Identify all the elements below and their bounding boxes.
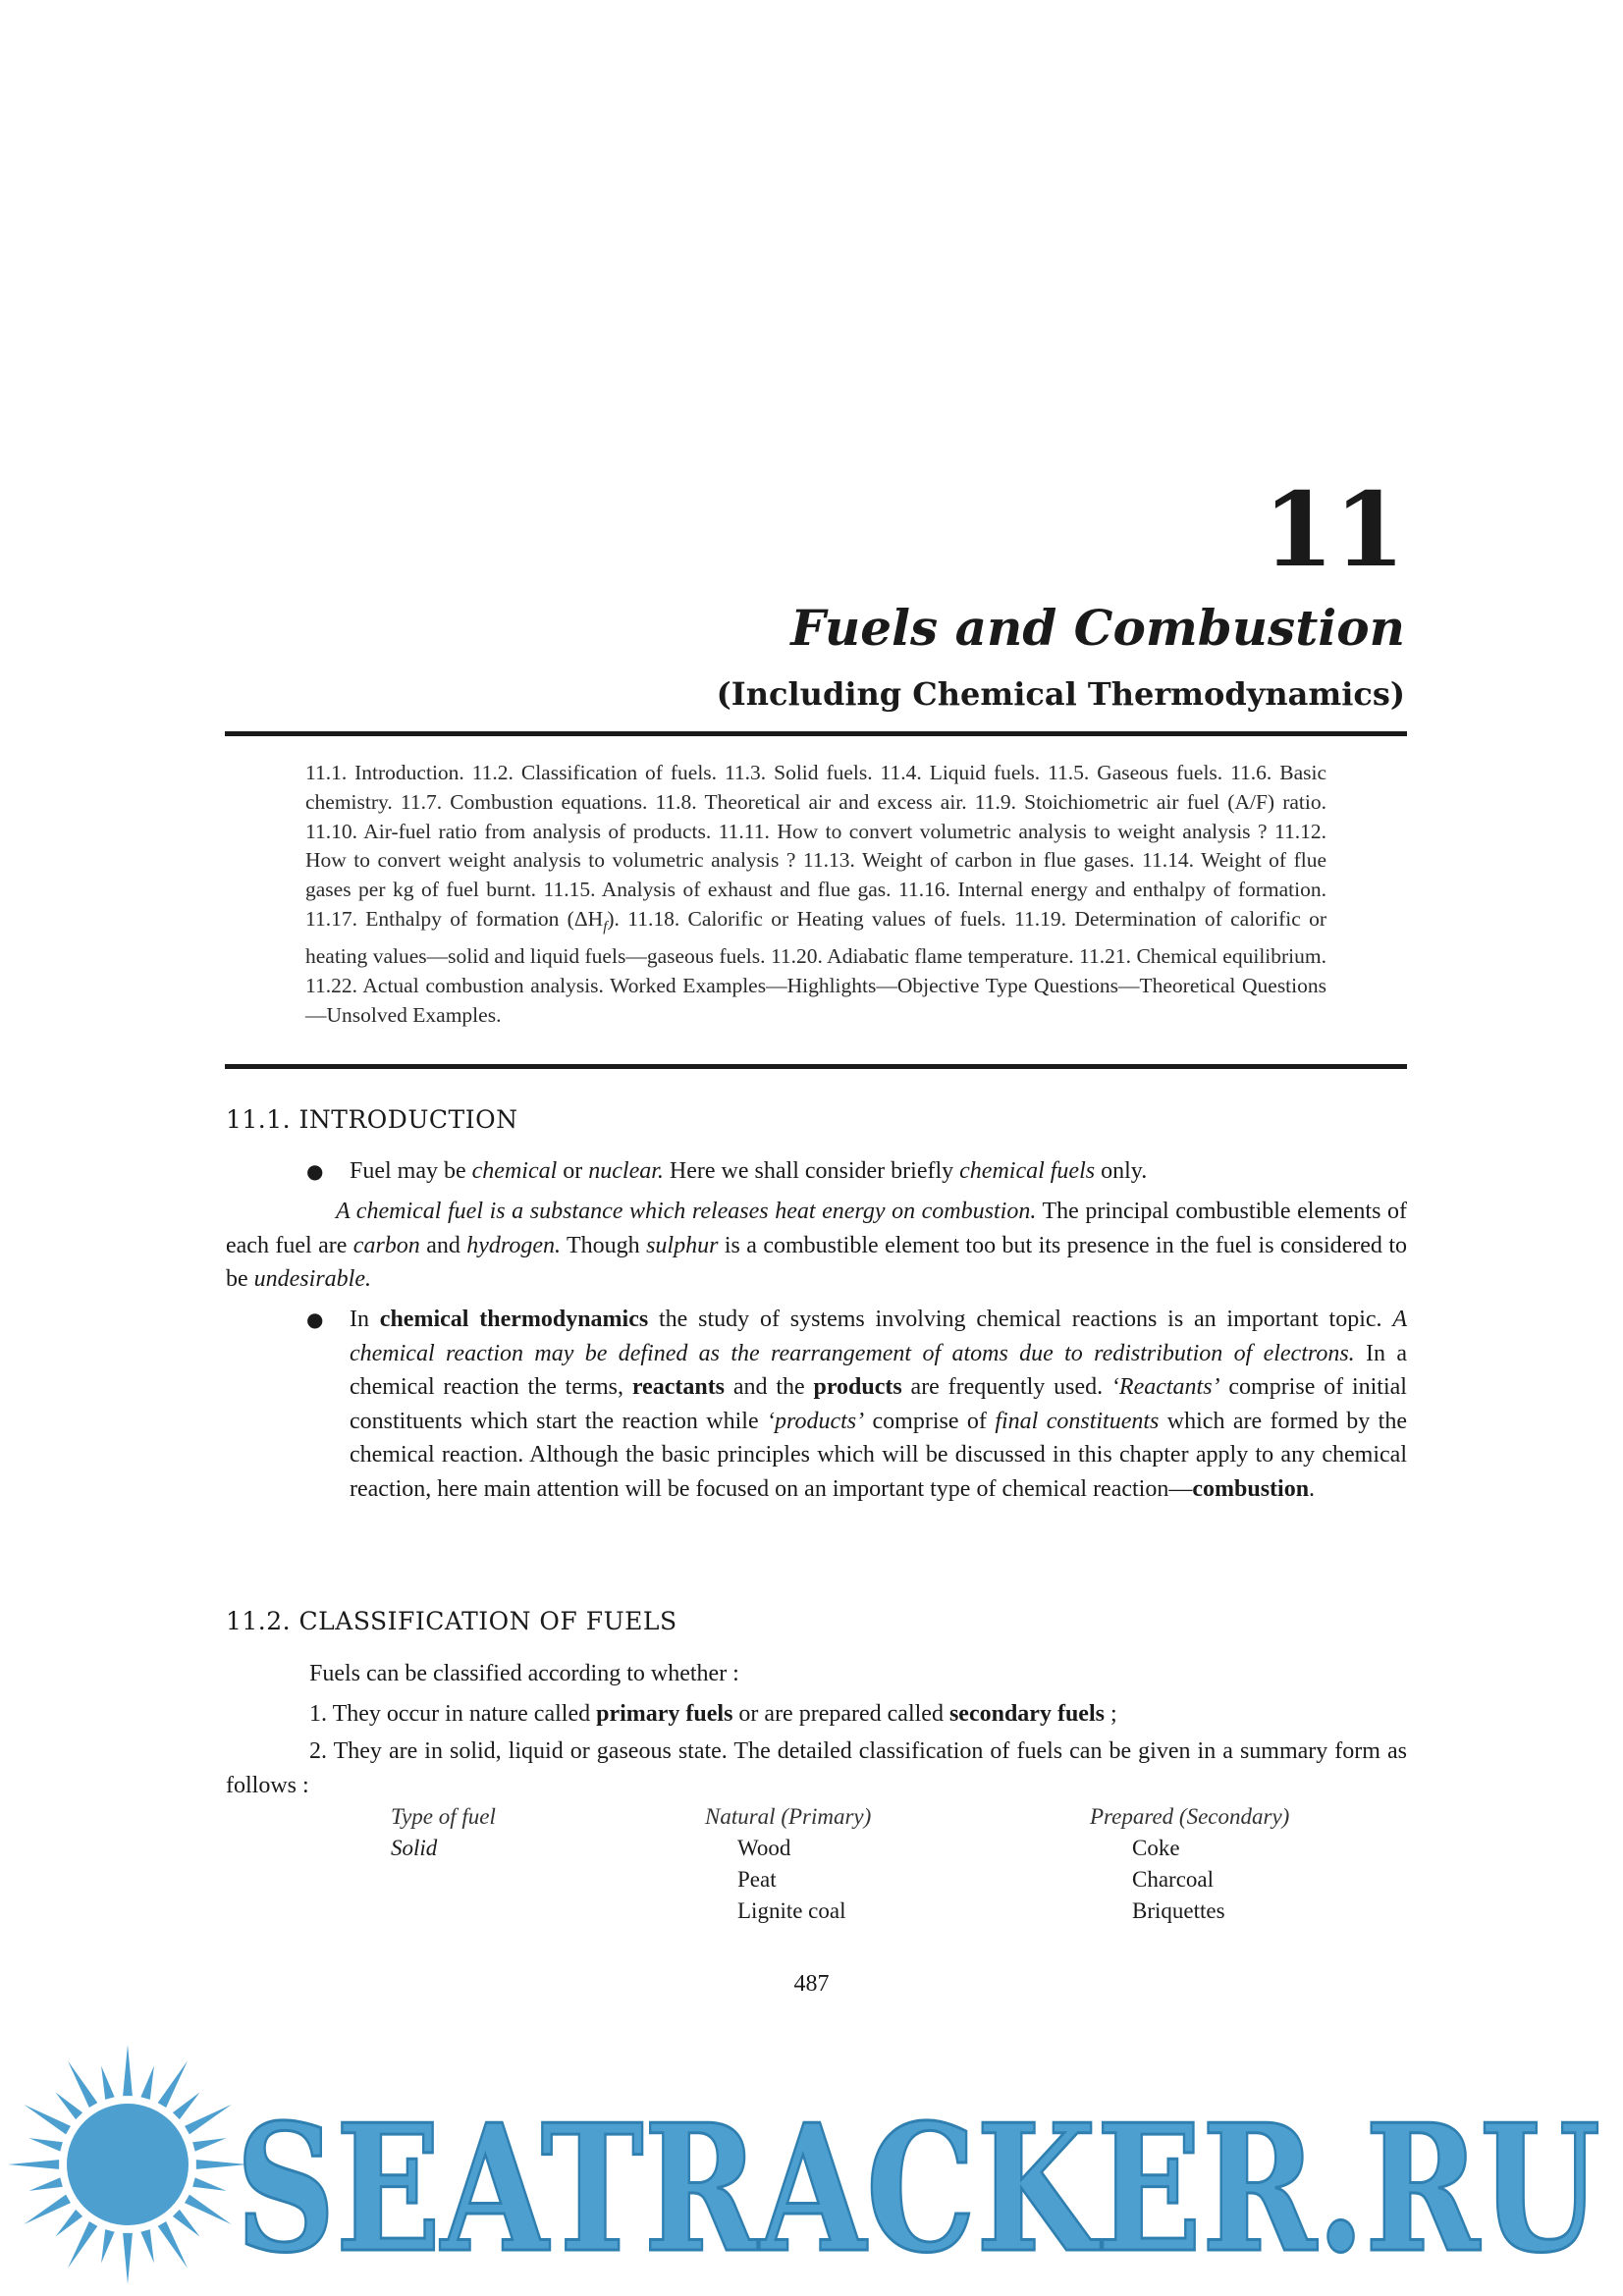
chapter-contents	[305, 759, 1326, 1030]
table-cell-type: Solid	[391, 1836, 438, 1860]
sun-ray	[68, 2221, 97, 2269]
text-run: chemical fuels	[959, 1158, 1096, 1184]
sun-ray	[101, 2066, 115, 2100]
text-run: which are formed by the chemical reaction. Although the basic principles which will be discussed in this chapter apply to any chemical reaction, here main attention will be focused on an important type of chemical reaction—	[350, 1408, 1408, 1502]
sun-ray	[173, 2210, 200, 2237]
bullet-icon: ●	[306, 1159, 324, 1183]
sun-ray	[140, 2229, 154, 2263]
text-run: only.	[1095, 1158, 1148, 1184]
intro-bullet-1	[350, 1154, 1407, 1189]
sun-ray	[8, 2160, 59, 2169]
table-cell-natural: Peat	[737, 1867, 777, 1892]
text-run: reactants	[631, 1374, 726, 1400]
text-run: or are prepared called	[732, 1701, 949, 1727]
section-heading-classification: 11.2. CLASSIFICATION OF FUELS	[226, 1607, 677, 1635]
text-run: The principal combustible elements of each fuel are	[226, 1199, 1408, 1258]
text-run: carbon	[352, 1232, 420, 1258]
sun-ray	[158, 2060, 188, 2108]
text-run: A chemical reaction may be defined as the rearrangement of atoms due to redistribution of electrons.	[350, 1307, 1407, 1366]
table-cell-prepared: Briquettes	[1132, 1898, 1225, 1923]
sun-ray	[185, 2105, 232, 2134]
text-run: is a combustible element too but its presence in the fuel is considered to be	[226, 1232, 1407, 1292]
sun-ray	[24, 2195, 71, 2224]
text-run: ;	[1104, 1701, 1117, 1727]
sun-ray	[173, 2092, 200, 2119]
classification-point-1	[309, 1697, 1407, 1732]
section-heading-introduction: 11.1. INTRODUCTION	[226, 1105, 518, 1134]
text-run: hydrogen.	[466, 1232, 562, 1258]
watermark	[0, 2042, 1623, 2296]
sun-ray	[68, 2060, 97, 2108]
sun-ray	[24, 2105, 71, 2134]
chapter-subtitle: (Including Chemical Thermodynamics)	[716, 675, 1405, 713]
text-run: are frequently used.	[901, 1374, 1111, 1400]
table-cell-natural: Wood	[737, 1836, 791, 1860]
text-run: and the	[725, 1374, 814, 1400]
chapter-title: Fuels and Combustion	[790, 599, 1405, 657]
table-header-natural: Natural (Primary)	[705, 1804, 872, 1829]
toc-text-part1: 11.1. Introduction. 11.2. Classification of fuels. 11.3. Solid fuels. 11.4. Liquid fuels. 11.5. Gaseous fuels. 11.6. Basic chemistry. 11.7. Combustion equations. 11.8. Theoretical air and excess air. 11.9. Stoichiometric air fuel (A/F) ratio. 11.10. Air-fuel ratio from analysis of products. 11.11. How to convert volumetric analysis to weight analysis ? 11.12. How to convert weight analysis to volumetric analysis ? 11.13. Weight of carbon in flue gases. 11.14. Weight of flue gases per kg of fuel burnt. 11.15. Analysis of exhaust and flue gas. 11.16. Internal energy and enthalpy of formation. 11.17. Enthalpy of formation (ΔH	[305, 761, 1326, 931]
sun-ray	[185, 2195, 232, 2224]
table-cell-natural: Lignite coal	[737, 1898, 846, 1923]
sun-ray	[192, 2177, 226, 2191]
table-header-prepared: Prepared (Secondary)	[1090, 1804, 1290, 1829]
text-run: A chemical fuel is a substance which releases heat energy on combustion.	[336, 1199, 1037, 1224]
text-run: .	[1309, 1475, 1316, 1502]
text-run: ‘products’	[767, 1408, 865, 1434]
text-run: ‘Reactants’	[1110, 1374, 1220, 1400]
toc-text-part2: ). 11.18. Calorific or Heating values of fuels. 11.19. Determination of calorific or heating values—solid and liquid fuels—gaseous fuels. 11.20. Adiabatic flame temperature. 11.21. Chemical equilibrium. 11.22. Actual combustion analysis. Worked Examples—Highlights—Objective Type Questions—Theoretical Questions—Unsolved Examples.	[305, 906, 1326, 1027]
text-run: Fuel may be	[350, 1158, 472, 1184]
watermark-text: SEATRACKER.RU	[236, 2086, 1600, 2291]
sun-ray	[29, 2138, 63, 2152]
intro-paragraph	[226, 1195, 1407, 1297]
toc-subscript: f	[603, 919, 608, 935]
table-header-type: Type of fuel	[391, 1804, 496, 1829]
text-run: and	[419, 1232, 467, 1258]
sun-ray	[55, 2092, 82, 2119]
text-run: Here we shall consider briefly	[663, 1158, 960, 1184]
chapter-number: 11	[1263, 469, 1405, 590]
sun-ray	[101, 2229, 115, 2263]
text-run: comprise of initial constituents which start the reaction while	[350, 1374, 1407, 1434]
text-run: final constituents	[995, 1408, 1160, 1434]
text-run: combustion	[1192, 1475, 1310, 1502]
text-run: nuclear.	[588, 1158, 664, 1184]
text-run: sulphur	[646, 1232, 719, 1258]
sun-ray	[123, 2045, 133, 2096]
table-cell-prepared: Charcoal	[1132, 1867, 1215, 1892]
sun-ray	[158, 2221, 188, 2269]
table-cell-prepared: Coke	[1132, 1836, 1180, 1860]
classification-point-2: 2. They are in solid, liquid or gaseous state. The detailed classification of fuels can be given in a summary form as follows :	[226, 1738, 1407, 1798]
sun-ray	[55, 2210, 82, 2237]
text-run: Though	[561, 1232, 647, 1258]
text-run: the study of systems involving chemical reactions is an important topic.	[648, 1307, 1393, 1332]
page-number: 487	[793, 1971, 830, 1997]
sun-ray	[29, 2177, 63, 2191]
top-rule	[225, 731, 1407, 736]
text-run: In	[350, 1307, 380, 1332]
sun-ray	[192, 2138, 226, 2152]
sun-logo-icon	[8, 2045, 247, 2284]
text-run: undesirable.	[253, 1266, 371, 1292]
sun-ray	[140, 2066, 154, 2100]
sun-ray	[123, 2233, 133, 2284]
bullet-icon: ●	[306, 1308, 324, 1331]
text-run: products	[813, 1374, 902, 1400]
text-run: In a chemical reaction the terms,	[350, 1340, 1407, 1400]
text-run: chemical	[471, 1158, 558, 1184]
text-run: 1. They occur in nature called	[309, 1701, 597, 1727]
text-run: chemical thermodynamics	[379, 1307, 649, 1332]
classification-intro: Fuels can be classified according to whether :	[309, 1661, 739, 1686]
bottom-rule	[225, 1064, 1407, 1069]
text-run: comprise of	[864, 1408, 996, 1434]
text-run: secondary fuels	[948, 1701, 1105, 1727]
intro-bullet-2	[350, 1303, 1407, 1506]
text-run: primary fuels	[596, 1701, 733, 1727]
text-run: or	[557, 1158, 589, 1184]
